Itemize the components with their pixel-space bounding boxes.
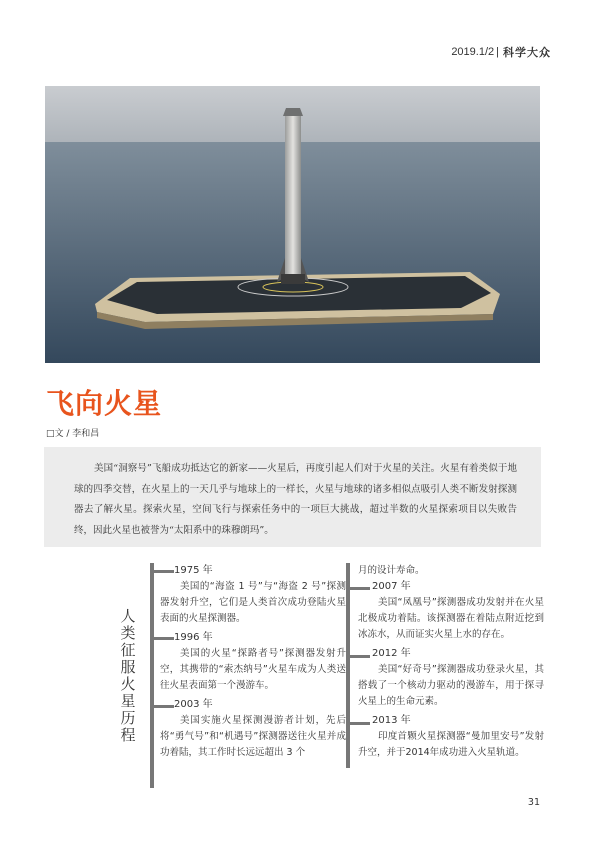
article-byline: □文 / 李和昌 xyxy=(46,429,100,439)
timeline-year: 2003 年 xyxy=(174,699,213,710)
timeline-year: 1975 年 xyxy=(174,565,213,576)
timeline-heading-char: 历 xyxy=(120,709,136,727)
header-separator: | xyxy=(496,46,499,58)
timeline-heading-char: 火 xyxy=(120,675,136,693)
timeline-heading-char: 服 xyxy=(120,658,136,676)
timeline-heading-char: 星 xyxy=(120,692,136,710)
timeline-event: 美国“好奇号”探测器成功登录火星，其搭载了一个核动力驱动的漫游车，用于探寻火星上的生命元素。 xyxy=(358,664,544,707)
timeline-event: 美国的“海盗 1 号”与“海盗 2 号”探测器发射升空，它们是人类首次成功登陆火星表面的火星探测器。 xyxy=(160,581,346,624)
timeline-event: 印度首颗火星探测器“曼加里安号”发射升空，并于2014年成功进入火星轨道。 xyxy=(358,731,544,758)
timeline-event: 美国“凤凰号”探测器成功发射并在火星北极成功着陆。该探测器在着陆点附近挖到冰冻水，从而证实火星上水的存在。 xyxy=(358,597,544,640)
timeline-year: 2012 年 xyxy=(372,648,411,659)
timeline-heading-char: 程 xyxy=(120,726,136,744)
timeline-heading-char: 征 xyxy=(120,641,136,659)
intro-box xyxy=(44,447,541,547)
timeline-year: 2013 年 xyxy=(372,715,411,726)
timeline-line-left xyxy=(150,563,154,788)
timeline-heading xyxy=(118,608,138,744)
timeline-right-column xyxy=(358,563,544,761)
timeline-event: 美国实施火星探测漫游者计划，先后将“勇气号”和“机遇号”探测器送往火星并成功着陆，其工作时长远远超出 3 个 xyxy=(160,715,346,758)
timeline-left-column xyxy=(160,563,346,761)
timeline-event: 美国的火星“探路者号”探测器发射升空，其携带的“索杰纳号”火星车成为人类送往火星表面第一个漫游车。 xyxy=(160,648,346,691)
page-header xyxy=(451,44,551,60)
magazine-logo: 科学大众 xyxy=(503,46,551,59)
timeline-line-right xyxy=(346,563,350,768)
timeline-continued-text: 月的设计寿命。 xyxy=(358,565,425,576)
rocket-platform-illustration xyxy=(45,86,540,363)
timeline-year: 1996 年 xyxy=(174,632,213,643)
timeline-year: 2007 年 xyxy=(372,581,411,592)
timeline-heading-char: 类 xyxy=(120,624,136,642)
page-number: 31 xyxy=(527,797,540,808)
issue-date: 2019.1/2 xyxy=(451,46,495,58)
timeline-heading-char: 人 xyxy=(120,607,136,625)
intro-text: 美国“洞察号”飞船成功抵达它的新家——火星后，再度引起人们对于火星的关注。火星有着类似于地球的四季交替，在火星上的一天几乎与地球上的一样长，火星与地球的诸多相似点吸引人类不断发射探测器去了解火星。探索火星，空间飞行与探索任务中的一项巨大挑战，超过半数的火星探索项目以失败告终，因此火星也被誉为“太阳系中的珠穆朗玛”。 xyxy=(74,463,517,536)
article-title: 飞向火星 xyxy=(46,387,163,420)
hero-photo xyxy=(45,86,540,363)
